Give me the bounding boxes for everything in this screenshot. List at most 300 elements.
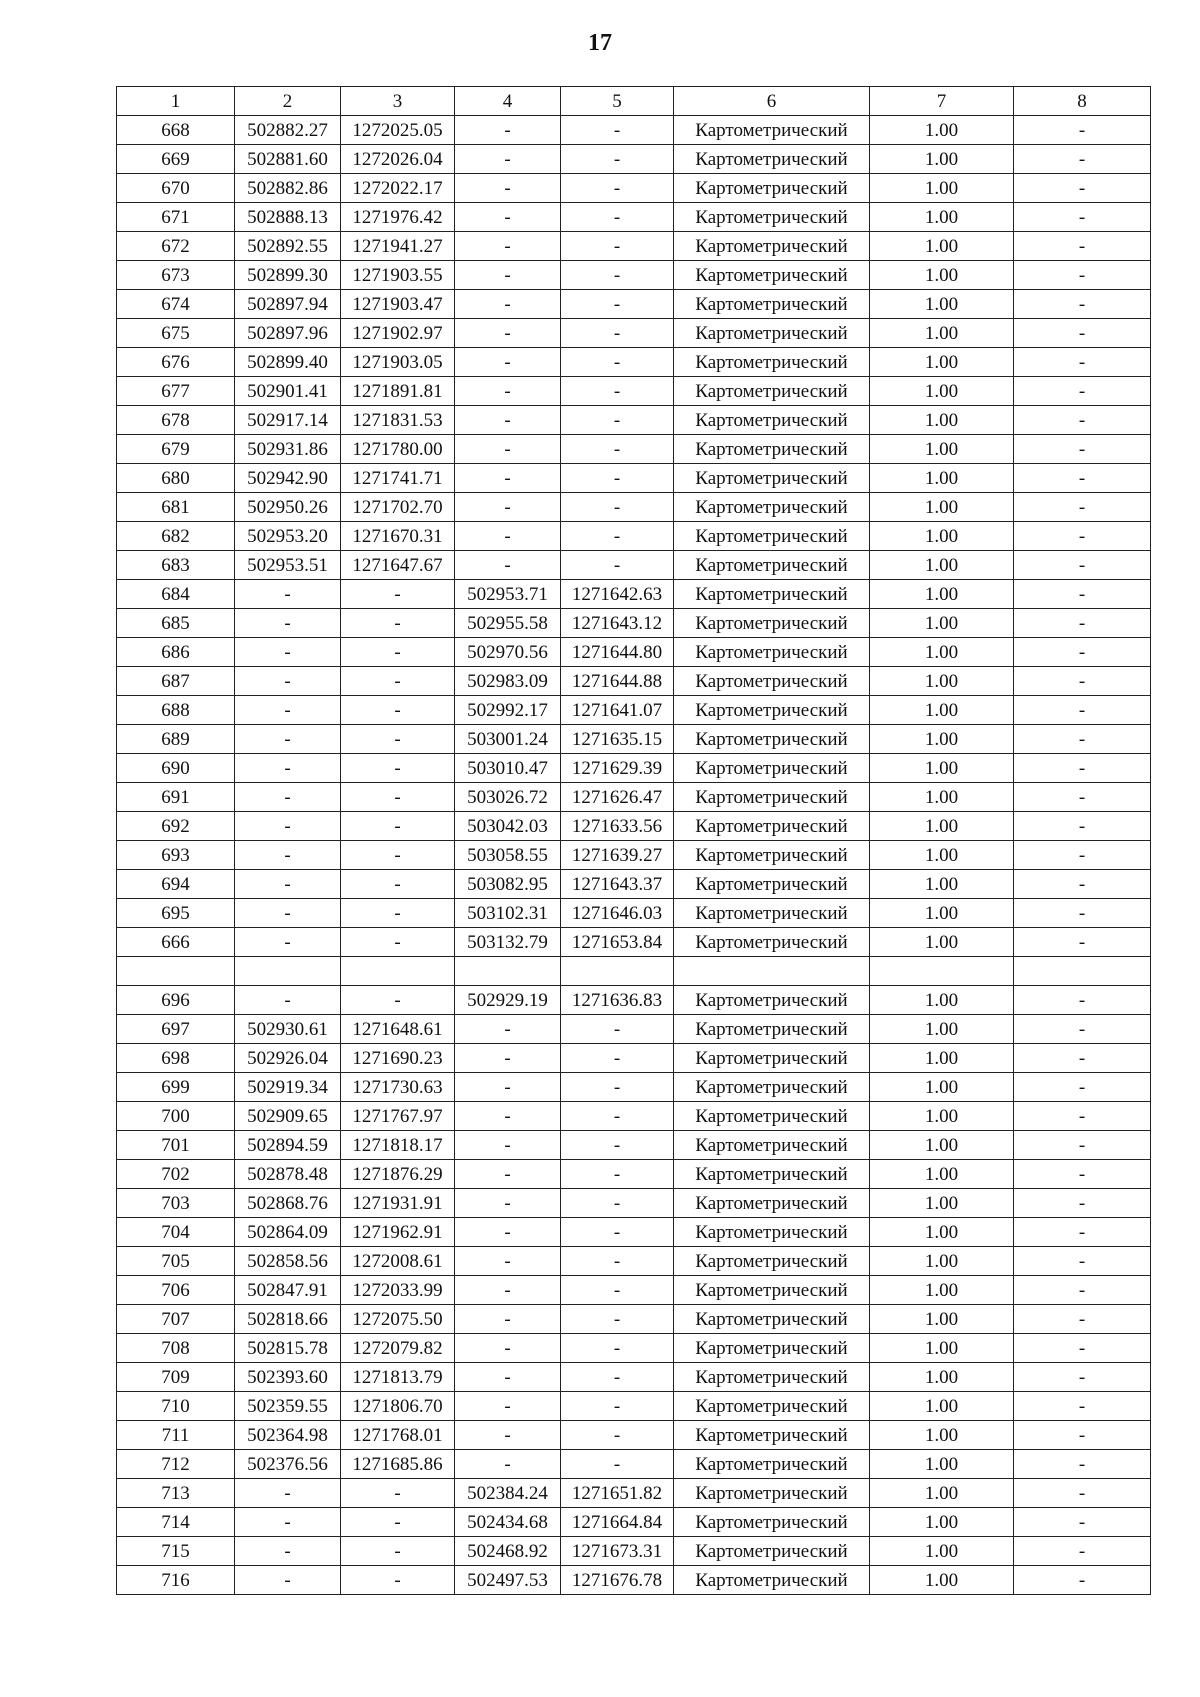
table-cell: - bbox=[561, 1102, 674, 1131]
table-cell: - bbox=[235, 696, 341, 725]
table-cell: 1.00 bbox=[870, 1392, 1014, 1421]
table-cell: - bbox=[455, 1305, 561, 1334]
table-row bbox=[117, 1073, 1151, 1102]
table-cell: 1.00 bbox=[870, 145, 1014, 174]
table-row bbox=[117, 1189, 1151, 1218]
table-cell: 503102.31 bbox=[455, 899, 561, 928]
table-cell: 1271641.07 bbox=[561, 696, 674, 725]
table-cell: 1.00 bbox=[870, 1073, 1014, 1102]
table-cell: - bbox=[455, 1189, 561, 1218]
table-cell: - bbox=[341, 1566, 455, 1595]
table-cell: 503132.79 bbox=[455, 928, 561, 957]
table-cell: - bbox=[1014, 1247, 1151, 1276]
table-cell: 1.00 bbox=[870, 609, 1014, 638]
table-cell: Картометрический bbox=[674, 841, 870, 870]
table-cell: 1271646.03 bbox=[561, 899, 674, 928]
table-cell: Картометрический bbox=[674, 1537, 870, 1566]
table-cell: 1271644.88 bbox=[561, 667, 674, 696]
table-cell: - bbox=[561, 1073, 674, 1102]
table-cell: 1271903.05 bbox=[341, 348, 455, 377]
table-cell: - bbox=[235, 1566, 341, 1595]
table-cell: Картометрический bbox=[674, 261, 870, 290]
table-cell: 1271903.55 bbox=[341, 261, 455, 290]
table-cell: 1.00 bbox=[870, 870, 1014, 899]
table-cell: 1.00 bbox=[870, 812, 1014, 841]
table-cell: 704 bbox=[117, 1218, 235, 1247]
table-cell: - bbox=[561, 1160, 674, 1189]
table-cell: 706 bbox=[117, 1276, 235, 1305]
table-cell: 1.00 bbox=[870, 1189, 1014, 1218]
table-cell: 503026.72 bbox=[455, 783, 561, 812]
table-cell: 695 bbox=[117, 899, 235, 928]
table-cell: - bbox=[455, 174, 561, 203]
table-cell: 502818.66 bbox=[235, 1305, 341, 1334]
table-cell: - bbox=[455, 1073, 561, 1102]
table-row bbox=[117, 435, 1151, 464]
table-cell: 710 bbox=[117, 1392, 235, 1421]
table-cell: - bbox=[1014, 435, 1151, 464]
table-cell: 698 bbox=[117, 1044, 235, 1073]
table-row bbox=[117, 174, 1151, 203]
table-cell: Картометрический bbox=[674, 580, 870, 609]
table-cell: 689 bbox=[117, 725, 235, 754]
table-cell: 676 bbox=[117, 348, 235, 377]
table-cell: 713 bbox=[117, 1479, 235, 1508]
table-cell: 694 bbox=[117, 870, 235, 899]
table-cell: - bbox=[455, 1102, 561, 1131]
table-cell: - bbox=[341, 841, 455, 870]
table-cell bbox=[561, 957, 674, 986]
table-cell: 1.00 bbox=[870, 899, 1014, 928]
table-cell: - bbox=[1014, 551, 1151, 580]
table-cell: - bbox=[561, 1247, 674, 1276]
table-cell: - bbox=[1014, 1102, 1151, 1131]
table-cell: - bbox=[455, 1276, 561, 1305]
table-cell: - bbox=[455, 1247, 561, 1276]
table-cell: 1271806.70 bbox=[341, 1392, 455, 1421]
table-cell: - bbox=[1014, 319, 1151, 348]
table-cell: Картометрический bbox=[674, 1392, 870, 1421]
table-cell: 1.00 bbox=[870, 1479, 1014, 1508]
table-cell: 1271891.81 bbox=[341, 377, 455, 406]
table-cell: - bbox=[1014, 1566, 1151, 1595]
table-cell: 1.00 bbox=[870, 928, 1014, 957]
table-cell bbox=[117, 957, 235, 986]
table-cell: Картометрический bbox=[674, 1073, 870, 1102]
table-cell: 502897.94 bbox=[235, 290, 341, 319]
table-cell: - bbox=[235, 870, 341, 899]
table-cell: 697 bbox=[117, 1015, 235, 1044]
table-cell: - bbox=[455, 1160, 561, 1189]
table-cell: 1.00 bbox=[870, 696, 1014, 725]
table-cell: 715 bbox=[117, 1537, 235, 1566]
table-cell: - bbox=[1014, 638, 1151, 667]
table-cell: - bbox=[341, 696, 455, 725]
table-cell: 502899.40 bbox=[235, 348, 341, 377]
table-cell: - bbox=[341, 638, 455, 667]
table-cell: Картометрический bbox=[674, 1131, 870, 1160]
table-cell: - bbox=[561, 406, 674, 435]
table-cell: 712 bbox=[117, 1450, 235, 1479]
table-cell: - bbox=[1014, 1363, 1151, 1392]
table-cell: 502950.26 bbox=[235, 493, 341, 522]
table-cell: 709 bbox=[117, 1363, 235, 1392]
table-cell: 1.00 bbox=[870, 348, 1014, 377]
table-cell: - bbox=[455, 1421, 561, 1450]
table-cell: 1.00 bbox=[870, 580, 1014, 609]
table-row bbox=[117, 986, 1151, 1015]
table-cell: - bbox=[561, 1392, 674, 1421]
table-cell: Картометрический bbox=[674, 174, 870, 203]
table-cell: 502926.04 bbox=[235, 1044, 341, 1073]
table-cell: Картометрический bbox=[674, 145, 870, 174]
table-cell: - bbox=[561, 319, 674, 348]
table-cell: - bbox=[235, 667, 341, 696]
table-cell: 677 bbox=[117, 377, 235, 406]
table-cell: Картометрический bbox=[674, 1247, 870, 1276]
table-row bbox=[117, 1537, 1151, 1566]
table-cell: 1.00 bbox=[870, 203, 1014, 232]
table-cell: 1271644.80 bbox=[561, 638, 674, 667]
table-cell: Картометрический bbox=[674, 1363, 870, 1392]
table-cell: 1271768.01 bbox=[341, 1421, 455, 1450]
table-row bbox=[117, 1363, 1151, 1392]
table-cell: - bbox=[1014, 464, 1151, 493]
table-cell: - bbox=[235, 783, 341, 812]
table-cell: - bbox=[1014, 899, 1151, 928]
table-cell: 1.00 bbox=[870, 406, 1014, 435]
table-cell: Картометрический bbox=[674, 870, 870, 899]
table-cell: - bbox=[455, 232, 561, 261]
header-cell: 1 bbox=[117, 87, 235, 116]
table-cell: 1.00 bbox=[870, 319, 1014, 348]
table-cell: 671 bbox=[117, 203, 235, 232]
table-cell: - bbox=[455, 1363, 561, 1392]
table-cell: 674 bbox=[117, 290, 235, 319]
table-cell: - bbox=[455, 377, 561, 406]
table-cell: 1.00 bbox=[870, 1537, 1014, 1566]
table-cell: 668 bbox=[117, 116, 235, 145]
table-row bbox=[117, 667, 1151, 696]
table-cell: 1.00 bbox=[870, 116, 1014, 145]
table-cell: - bbox=[1014, 261, 1151, 290]
table-cell: 703 bbox=[117, 1189, 235, 1218]
table-cell: - bbox=[561, 551, 674, 580]
table-cell: 1271702.70 bbox=[341, 493, 455, 522]
table-cell: - bbox=[1014, 725, 1151, 754]
table-cell: - bbox=[1014, 203, 1151, 232]
table-cell: - bbox=[1014, 870, 1151, 899]
table-cell: 1.00 bbox=[870, 261, 1014, 290]
table-row bbox=[117, 1247, 1151, 1276]
table-row bbox=[117, 348, 1151, 377]
table-cell: Картометрический bbox=[674, 551, 870, 580]
table-cell: - bbox=[341, 609, 455, 638]
table-cell: 502983.09 bbox=[455, 667, 561, 696]
table-cell: 1.00 bbox=[870, 1450, 1014, 1479]
table-row bbox=[117, 319, 1151, 348]
table-cell: 1272008.61 bbox=[341, 1247, 455, 1276]
table-cell: - bbox=[561, 1131, 674, 1160]
table-cell bbox=[870, 957, 1014, 986]
table-cell: 1.00 bbox=[870, 1247, 1014, 1276]
table-cell: - bbox=[1014, 812, 1151, 841]
table-cell: - bbox=[235, 638, 341, 667]
table-row bbox=[117, 783, 1151, 812]
table-cell: 1271664.84 bbox=[561, 1508, 674, 1537]
table-cell: Картометрический bbox=[674, 986, 870, 1015]
table-cell: 502878.48 bbox=[235, 1160, 341, 1189]
table-cell: 1.00 bbox=[870, 1305, 1014, 1334]
table-row bbox=[117, 406, 1151, 435]
table-cell: 502882.27 bbox=[235, 116, 341, 145]
table-cell: 502868.76 bbox=[235, 1189, 341, 1218]
table-cell: 1271818.17 bbox=[341, 1131, 455, 1160]
table-cell: 679 bbox=[117, 435, 235, 464]
table-cell: 705 bbox=[117, 1247, 235, 1276]
table-cell: 502892.55 bbox=[235, 232, 341, 261]
table-cell: 692 bbox=[117, 812, 235, 841]
table-cell: - bbox=[235, 928, 341, 957]
table-cell: 502815.78 bbox=[235, 1334, 341, 1363]
table-cell: 502919.34 bbox=[235, 1073, 341, 1102]
table-cell: 1272025.05 bbox=[341, 116, 455, 145]
table-cell: 1.00 bbox=[870, 1508, 1014, 1537]
table-cell: Картометрический bbox=[674, 1334, 870, 1363]
table-cell: - bbox=[1014, 1015, 1151, 1044]
table-cell: 1271643.37 bbox=[561, 870, 674, 899]
table-cell: 1.00 bbox=[870, 174, 1014, 203]
table-cell: 502992.17 bbox=[455, 696, 561, 725]
table-row bbox=[117, 841, 1151, 870]
table-cell: 1272079.82 bbox=[341, 1334, 455, 1363]
table-cell: 683 bbox=[117, 551, 235, 580]
table-cell: - bbox=[561, 1334, 674, 1363]
table-cell: 503001.24 bbox=[455, 725, 561, 754]
table-cell: - bbox=[1014, 1189, 1151, 1218]
table-cell: - bbox=[1014, 1218, 1151, 1247]
table-cell: 1271635.15 bbox=[561, 725, 674, 754]
table-cell: 1271647.67 bbox=[341, 551, 455, 580]
table-cell: 1.00 bbox=[870, 522, 1014, 551]
table-row bbox=[117, 551, 1151, 580]
table-cell: - bbox=[561, 1363, 674, 1392]
table-row bbox=[117, 1421, 1151, 1450]
table-cell: - bbox=[235, 725, 341, 754]
table-cell: - bbox=[561, 261, 674, 290]
table-cell: Картометрический bbox=[674, 493, 870, 522]
table-cell: - bbox=[1014, 290, 1151, 319]
table-cell: 669 bbox=[117, 145, 235, 174]
header-cell: 4 bbox=[455, 87, 561, 116]
table-cell: 1272075.50 bbox=[341, 1305, 455, 1334]
table-cell: 1.00 bbox=[870, 1102, 1014, 1131]
table-cell: 502864.09 bbox=[235, 1218, 341, 1247]
table-cell: 502468.92 bbox=[455, 1537, 561, 1566]
table-cell: 690 bbox=[117, 754, 235, 783]
table-cell: Картометрический bbox=[674, 232, 870, 261]
table-cell: - bbox=[1014, 1160, 1151, 1189]
table-cell: 684 bbox=[117, 580, 235, 609]
table-cell: Картометрический bbox=[674, 406, 870, 435]
table-cell: 1272022.17 bbox=[341, 174, 455, 203]
table-cell: Картометрический bbox=[674, 435, 870, 464]
table-cell: 699 bbox=[117, 1073, 235, 1102]
table-cell: 1271902.97 bbox=[341, 319, 455, 348]
table-cell: 502434.68 bbox=[455, 1508, 561, 1537]
table-cell: - bbox=[1014, 580, 1151, 609]
table-cell: Картометрический bbox=[674, 1450, 870, 1479]
table-cell: - bbox=[341, 986, 455, 1015]
table-cell: - bbox=[235, 1537, 341, 1566]
table-cell: 1.00 bbox=[870, 1218, 1014, 1247]
table-cell: - bbox=[341, 1479, 455, 1508]
table-cell: Картометрический bbox=[674, 1305, 870, 1334]
table-cell: 1.00 bbox=[870, 493, 1014, 522]
table-cell: - bbox=[235, 1479, 341, 1508]
table-cell: 502929.19 bbox=[455, 986, 561, 1015]
table-cell: - bbox=[561, 377, 674, 406]
table-cell: 1271643.12 bbox=[561, 609, 674, 638]
table-cell: - bbox=[561, 1305, 674, 1334]
table-cell: Картометрический bbox=[674, 696, 870, 725]
table-cell: - bbox=[235, 754, 341, 783]
table-cell: 1.00 bbox=[870, 464, 1014, 493]
table-cell: - bbox=[341, 812, 455, 841]
table-cell: - bbox=[455, 406, 561, 435]
table-cell: 502931.86 bbox=[235, 435, 341, 464]
table-cell: 702 bbox=[117, 1160, 235, 1189]
table-cell: - bbox=[455, 1218, 561, 1247]
table-cell: - bbox=[1014, 116, 1151, 145]
table-cell: - bbox=[341, 754, 455, 783]
table-cell: 1.00 bbox=[870, 667, 1014, 696]
table-cell: - bbox=[561, 522, 674, 551]
table-cell: - bbox=[561, 1421, 674, 1450]
table-cell: - bbox=[1014, 232, 1151, 261]
table-cell: 1271941.27 bbox=[341, 232, 455, 261]
header-cell: 2 bbox=[235, 87, 341, 116]
table-cell: 502953.51 bbox=[235, 551, 341, 580]
table-row bbox=[117, 1450, 1151, 1479]
table-cell: - bbox=[341, 928, 455, 957]
table-cell: 1271767.97 bbox=[341, 1102, 455, 1131]
table-cell: - bbox=[1014, 1334, 1151, 1363]
table-row bbox=[117, 1131, 1151, 1160]
table-cell: 700 bbox=[117, 1102, 235, 1131]
table-cell: 502364.98 bbox=[235, 1421, 341, 1450]
table-cell: 502930.61 bbox=[235, 1015, 341, 1044]
table-cell: 1.00 bbox=[870, 1015, 1014, 1044]
table-cell: Картометрический bbox=[674, 638, 870, 667]
table-cell: 1271653.84 bbox=[561, 928, 674, 957]
table-cell bbox=[341, 957, 455, 986]
table-cell: 1271962.91 bbox=[341, 1218, 455, 1247]
table-cell: Картометрический bbox=[674, 522, 870, 551]
table-cell bbox=[674, 957, 870, 986]
table-cell: 1.00 bbox=[870, 986, 1014, 1015]
table-cell: - bbox=[235, 841, 341, 870]
table-cell: 673 bbox=[117, 261, 235, 290]
table-cell: Картометрический bbox=[674, 348, 870, 377]
table-cell: - bbox=[341, 899, 455, 928]
table-header bbox=[117, 87, 1151, 116]
table-cell: Картометрический bbox=[674, 899, 870, 928]
table-cell: 1271629.39 bbox=[561, 754, 674, 783]
table-row bbox=[117, 928, 1151, 957]
table-cell: 1271831.53 bbox=[341, 406, 455, 435]
table-cell: - bbox=[341, 783, 455, 812]
table-cell: 502894.59 bbox=[235, 1131, 341, 1160]
table-cell: - bbox=[455, 348, 561, 377]
table-cell: - bbox=[455, 116, 561, 145]
table-cell: - bbox=[455, 319, 561, 348]
table-cell: 502917.14 bbox=[235, 406, 341, 435]
table-cell: 503010.47 bbox=[455, 754, 561, 783]
table-cell: - bbox=[235, 580, 341, 609]
table-row bbox=[117, 261, 1151, 290]
table-cell: - bbox=[455, 464, 561, 493]
table-cell: 708 bbox=[117, 1334, 235, 1363]
table-row bbox=[117, 1566, 1151, 1595]
table-cell: 1271639.27 bbox=[561, 841, 674, 870]
table-cell: 1.00 bbox=[870, 754, 1014, 783]
table-row bbox=[117, 493, 1151, 522]
table-cell: - bbox=[341, 580, 455, 609]
table-cell: 1.00 bbox=[870, 1334, 1014, 1363]
table-cell: 1.00 bbox=[870, 783, 1014, 812]
table-cell: Картометрический bbox=[674, 667, 870, 696]
table-cell: 502942.90 bbox=[235, 464, 341, 493]
table-cell: 502376.56 bbox=[235, 1450, 341, 1479]
table-cell: - bbox=[341, 1537, 455, 1566]
table-row bbox=[117, 522, 1151, 551]
table-cell: 1271636.83 bbox=[561, 986, 674, 1015]
table-cell: 502955.58 bbox=[455, 609, 561, 638]
table-cell: 502953.71 bbox=[455, 580, 561, 609]
table-cell: 1271813.79 bbox=[341, 1363, 455, 1392]
table-cell: 1.00 bbox=[870, 1044, 1014, 1073]
table-cell: 503042.03 bbox=[455, 812, 561, 841]
table-cell: 1271685.86 bbox=[341, 1450, 455, 1479]
table-cell: 1271931.91 bbox=[341, 1189, 455, 1218]
table-cell: Картометрический bbox=[674, 812, 870, 841]
table-cell: - bbox=[455, 435, 561, 464]
table-cell: - bbox=[341, 667, 455, 696]
table-cell: 1.00 bbox=[870, 377, 1014, 406]
table-cell: 502858.56 bbox=[235, 1247, 341, 1276]
table-cell: 502882.86 bbox=[235, 174, 341, 203]
table-cell: - bbox=[1014, 1479, 1151, 1508]
table-row bbox=[117, 203, 1151, 232]
table-cell: - bbox=[455, 1131, 561, 1160]
table-cell: - bbox=[561, 1218, 674, 1247]
table-cell: - bbox=[561, 1044, 674, 1073]
table-cell: - bbox=[235, 609, 341, 638]
table-cell: Картометрический bbox=[674, 464, 870, 493]
table-cell: 1271730.63 bbox=[341, 1073, 455, 1102]
table-cell: 1271633.56 bbox=[561, 812, 674, 841]
table-cell: - bbox=[1014, 174, 1151, 203]
table-cell: 696 bbox=[117, 986, 235, 1015]
table-cell: - bbox=[1014, 841, 1151, 870]
table-cell: 1.00 bbox=[870, 290, 1014, 319]
table-cell: 670 bbox=[117, 174, 235, 203]
table-cell: 502888.13 bbox=[235, 203, 341, 232]
table-cell: 686 bbox=[117, 638, 235, 667]
table-cell: 1271741.71 bbox=[341, 464, 455, 493]
table-row bbox=[117, 1044, 1151, 1073]
